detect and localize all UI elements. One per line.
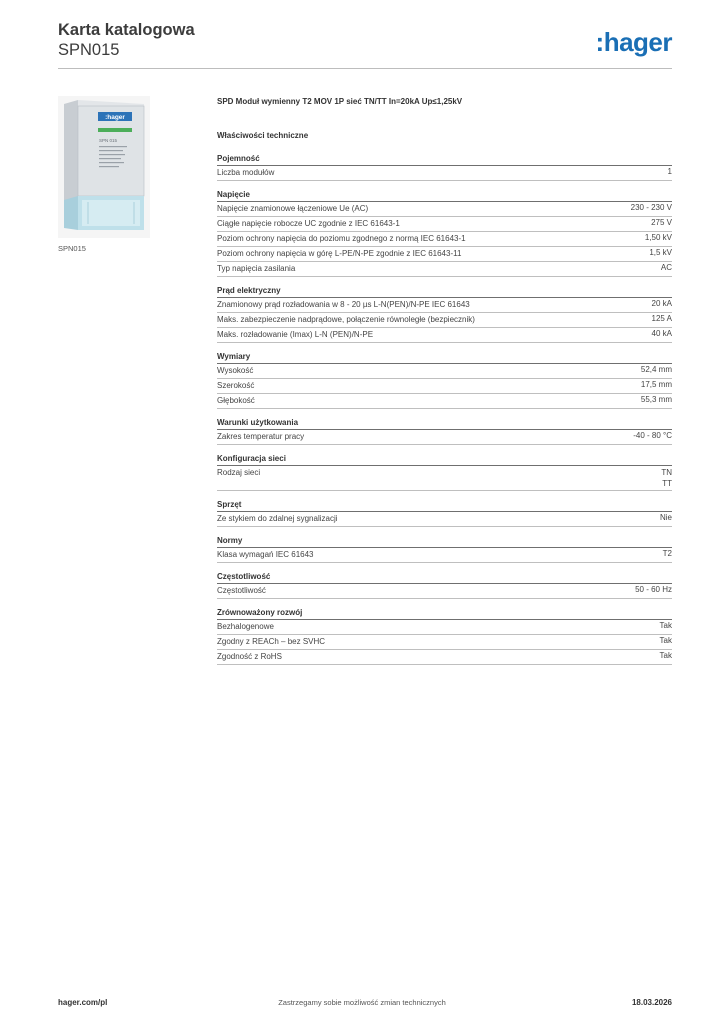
property-value [652,328,672,339]
product-image [58,96,150,238]
section-title: Normy [217,535,672,548]
property-value-line: 275 V [651,218,672,227]
section-title: Częstotliwość [217,571,672,584]
property-row [217,364,672,379]
hager-logo: :hager [595,27,672,57]
property-row [217,262,672,277]
property-label: Maks. rozładowanie (Imax) L-N (PEN)/N-PE [217,330,374,339]
property-value-line: 50 - 60 Hz [635,585,672,594]
property-section [217,535,672,563]
property-row [217,202,672,217]
property-row [217,584,672,599]
property-value-line: 40 kA [651,329,672,338]
property-row [217,430,672,445]
property-value [661,262,672,273]
property-row [217,313,672,328]
property-value-line: TN [661,468,672,477]
image-label-text: SPN 015 [99,138,118,143]
property-value [652,298,672,309]
property-value-line: 230 - 230 V [630,203,672,212]
property-value-line: 52,4 mm [640,365,672,374]
property-value [668,166,672,177]
property-value [641,394,672,405]
property-row [217,379,672,394]
property-value-line: 1 [667,167,672,176]
property-value-line: 1,50 kV [644,233,672,242]
property-value [652,313,672,324]
property-section [217,499,672,527]
property-section [217,607,672,665]
property-value-line: Tak [659,621,672,630]
property-label: Liczba modułów [217,168,275,177]
property-value-line: TT [662,479,672,488]
property-row [217,620,672,635]
property-value [641,364,672,375]
property-label: Ze stykiem do zdalnej sygnalizacji [217,514,338,523]
footer-disclaimer: Zastrzegamy sobie możliwość zmian technicznych [278,998,446,1007]
property-value [635,584,672,595]
header-divider [58,68,672,69]
property-value [649,247,672,258]
property-value-line: Tak [659,636,672,645]
property-label: Klasa wymagań IEC 61643 [217,550,314,559]
property-section [217,453,672,491]
footer-website: hager.com/pl [58,998,108,1007]
property-label: Znamionowy prąd rozładowania w 8 - 20 µs L-N(PEN)/N-PE IEC 61643 [217,300,470,309]
property-row [217,548,672,563]
property-value-line: 20 kA [651,299,672,308]
section-title: Zrównoważony rozwój [217,607,672,620]
property-section [217,189,672,277]
product-title: SPD Moduł wymienny T2 MOV 1P sieć TN/TT In=20kA Up≤1,25kV [217,97,463,106]
property-row [217,328,672,343]
property-value [633,430,672,441]
property-row [217,232,672,247]
property-label: Poziom ochrony napięcia w górę L-PE/N-PE zgodnie z IEC 61643-11 [217,249,462,258]
section-title: Prąd elektryczny [217,285,672,298]
section-title: Pojemność [217,153,672,166]
property-label: Maks. zabezpieczenie nadprądowe, połączenie równoległe (bezpiecznik) [217,315,475,324]
property-value [663,548,672,559]
property-value [645,232,672,243]
section-title: Warunki użytkowania [217,417,672,430]
property-row [217,298,672,313]
property-label: Bezhalogenowe [217,622,274,631]
property-label: Ciągłe napięcie robocze UC zgodnie z IEC 61643-1 [217,219,400,228]
property-value-line: 17,5 mm [640,380,672,389]
property-label: Poziom ochrony napięcia do poziomu zgodnego z normą IEC 61643-1 [217,234,466,243]
property-value [660,650,672,661]
property-section [217,153,672,181]
property-label: Częstotliwość [217,586,266,595]
product-details [217,96,672,673]
image-brand-text: :hager [105,114,125,121]
property-row [217,466,672,491]
property-label: Rodzaj sieci [217,468,261,477]
property-value-line: 1,5 kV [649,248,672,257]
section-title: Sprzęt [217,499,672,512]
property-value [641,379,672,390]
property-section [217,285,672,343]
document-subtitle: SPN015 [58,41,120,59]
property-label: Zakres temperatur pracy [217,432,305,441]
property-row [217,166,672,181]
property-label: Głębokość [217,396,255,405]
property-value-line: 55,3 mm [640,395,672,404]
property-value-line: Tak [659,651,672,660]
property-row [217,247,672,262]
property-label: Zgodny z REACh – bez SVHC [217,637,326,646]
property-section [217,351,672,409]
property-value [660,512,672,523]
property-section [217,571,672,599]
property-label: Szerokość [217,381,255,390]
property-label: Napięcie znamionowe łączeniowe Ue (AC) [217,204,369,213]
section-title: Napięcie [217,189,672,202]
property-label: Typ napięcia zasilania [217,264,296,273]
property-value-line: -40 - 80 °C [633,431,672,440]
spd-module-illustration [58,96,150,238]
property-value-line: T2 [662,549,672,558]
property-row [217,394,672,409]
property-value-line: Nie [659,513,672,522]
property-sections [217,153,672,665]
document-title: Karta katalogowa [58,21,195,39]
product-image-caption: SPN015 [58,244,86,253]
property-section [217,417,672,445]
page-header [58,20,672,70]
property-value-line: AC [660,263,672,272]
property-label: Wysokość [217,366,254,375]
property-value [660,620,672,631]
properties-heading: Właściwości techniczne [217,131,309,140]
footer-date: 18.03.2026 [631,998,672,1007]
property-value [631,202,672,213]
property-row [217,512,672,527]
property-value [660,635,672,646]
property-row [217,650,672,665]
section-title: Wymiary [217,351,672,364]
section-title: Konfiguracja sieci [217,453,672,466]
property-row [217,217,672,232]
property-value-line: 125 A [651,314,672,323]
property-value [661,466,672,490]
property-row [217,635,672,650]
property-label: Zgodność z RoHS [217,652,282,661]
property-value [651,217,672,228]
